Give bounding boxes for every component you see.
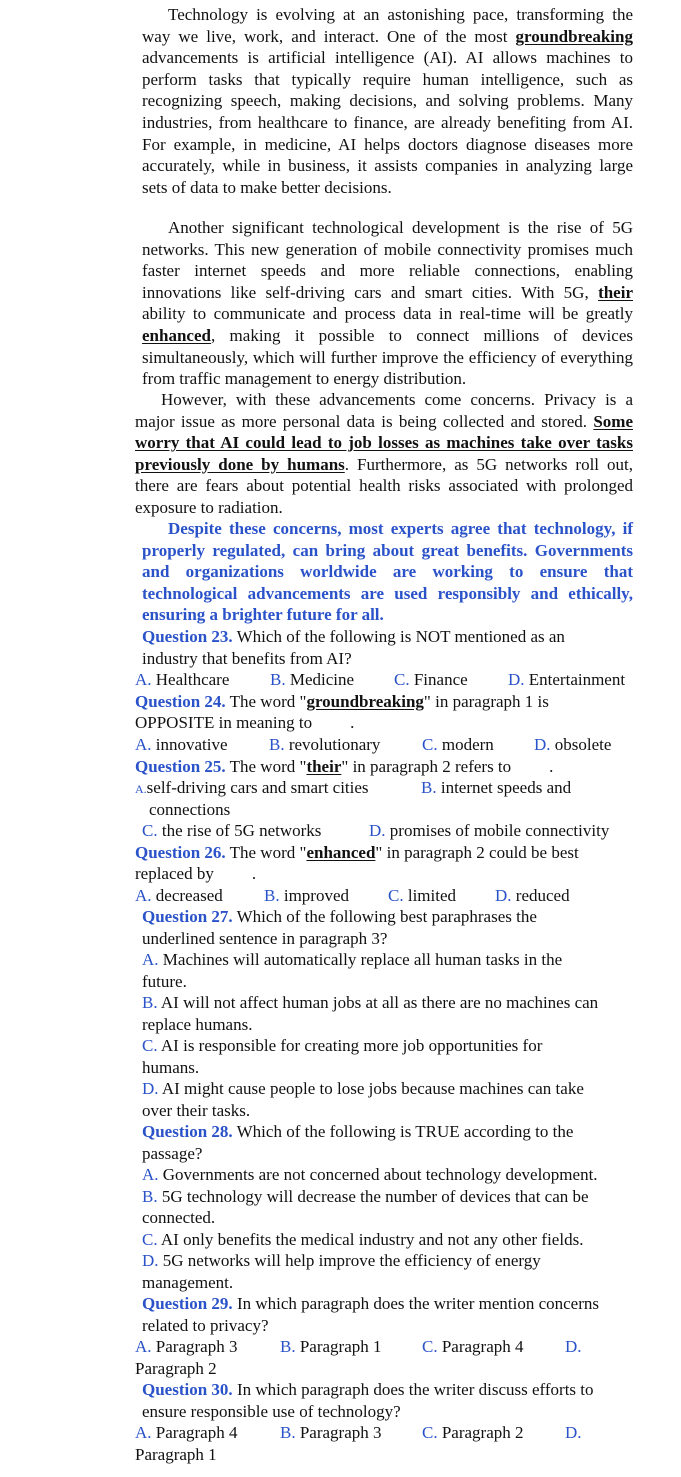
question-26-text-cont: replaced by . [135, 864, 257, 883]
q24-option-c[interactable]: C. modern [422, 735, 494, 754]
q25-option-c[interactable]: C. the rise of 5G networks [142, 821, 322, 840]
q24-option-b[interactable]: B. revolutionary [269, 735, 381, 754]
q25-option-b[interactable]: B. internet speeds and [421, 778, 572, 797]
question-28-label: Question 28. [142, 1122, 233, 1141]
q27-option-a[interactable]: A. Machines will automatically replace all human tasks in the [142, 950, 563, 969]
q28-option-d[interactable]: D. 5G networks will help improve the efficiency of energy [142, 1251, 541, 1270]
q23-option-c[interactable]: C. Finance [394, 670, 468, 689]
q26-option-c[interactable]: C. limited [388, 886, 457, 905]
q29-option-c[interactable]: C. Paragraph 4 [422, 1337, 524, 1356]
question-30-text-cont: ensure responsible use of technology? [142, 1402, 401, 1421]
q27-option-a-cont: future. [142, 972, 187, 991]
paragraph-1-text-b: advancements is artificial intelligence (AI). AI allows machines to perform tasks that typically require human intelligence, such as recognizing speech, making decisions, and solving problems. Many industries, from healthcare to finance, are already benefiting from AI. For example, in medicine, AI helps doctors diagnose diseases more accurately, while in business, it assists companies in analyzing large sets of data to make better decisions. [142, 48, 633, 197]
q27-option-c-cont: humans. [142, 1058, 200, 1077]
q23-option-b[interactable]: B. Medicine [270, 670, 355, 689]
q27-option-b[interactable]: B. AI will not affect human jobs at all as there are no machines can [142, 993, 599, 1012]
q26-option-a[interactable]: A. decreased [135, 886, 223, 905]
paragraph-2 [142, 217, 633, 390]
q25-option-d[interactable]: D. promises of mobile connectivity [369, 821, 610, 840]
q30-option-d-cont: Paragraph 1 [135, 1445, 217, 1464]
question-24: Question 24. The word "groundbreaking" in paragraph 1 is [135, 692, 549, 711]
paragraph-2-text-a: Another significant technological development is the rise of 5G networks. This new generation of mobile connectivity promises much faster internet speeds and more reliable connections, enabling innovations like self-driving cars and smart cities. With 5G, [142, 218, 633, 302]
question-24-text-cont: OPPOSITE in meaning to . [135, 713, 355, 732]
q27-option-c[interactable]: C. AI is responsible for creating more job opportunities for [142, 1036, 543, 1055]
q30-option-d[interactable]: D. [565, 1423, 582, 1442]
q26-option-d[interactable]: D. reduced [495, 886, 570, 905]
paragraph-3 [135, 389, 633, 519]
question-26-label: Question 26. [135, 843, 226, 862]
question-24-label: Question 24. [135, 692, 226, 711]
question-23-label: Question 23. [142, 627, 233, 646]
question-23-text-cont: industry that benefits from AI? [142, 649, 352, 668]
word-enhanced: enhanced [142, 325, 211, 345]
q24-option-a[interactable]: A. innovative [135, 735, 228, 754]
q27-option-d-cont: over their tasks. [142, 1101, 251, 1120]
question-23 [142, 626, 565, 648]
paragraph-3-text-a: However, with these advancements come concerns. Privacy is a major issue as more personal data is being collected and stored. [135, 390, 633, 431]
q25-option-b-cont: connections [149, 800, 231, 819]
paragraph-1-text-a: Technology is evolving at an astonishing pace, transforming the way we live, work, and interact. One of the most [142, 5, 633, 46]
question-26: Question 26. The word "enhanced" in paragraph 2 could be best [135, 843, 579, 862]
question-27-text-cont: underlined sentence in paragraph 3? [142, 929, 388, 948]
q28-option-b-cont: connected. [142, 1208, 216, 1227]
question-27: Question 27. Which of the following best paraphrases the [142, 907, 537, 926]
q29-option-d[interactable]: D. [565, 1337, 582, 1356]
q28-option-d-cont: management. [142, 1273, 234, 1292]
question-29-label: Question 29. [142, 1294, 233, 1313]
q30-option-b[interactable]: B. Paragraph 3 [280, 1423, 382, 1442]
paragraph-4: Despite these concerns, most experts agree that technology, if properly regulated, can bring about great benefits. Governments and organizations worldwide are working to ensure that technological advancements are used responsibly and ethically, ensuring a brighter future for all. [142, 519, 633, 625]
question-29: Question 29. In which paragraph does the writer mention concerns [142, 1294, 600, 1313]
q28-option-c[interactable]: C. AI only benefits the medical industry and not any other fields. [142, 1230, 584, 1249]
question-28-text-cont: passage? [142, 1144, 203, 1163]
q30-option-a[interactable]: A. Paragraph 4 [135, 1423, 238, 1442]
question-27-label: Question 27. [142, 907, 233, 926]
word-their: their [598, 282, 633, 302]
q27-option-b-cont: replace humans. [142, 1015, 253, 1034]
question-30-label: Question 30. [142, 1380, 233, 1399]
q29-option-d-cont: Paragraph 2 [135, 1359, 217, 1378]
q29-option-a[interactable]: A. Paragraph 3 [135, 1337, 238, 1356]
paragraph-3-text-b: . Furthermore, as 5G networks roll out, there are fears about potential health risks associated with prolonged exposure to radiation. [135, 454, 633, 517]
paragraph-2-text-c: , making it possible to connect millions of devices simultaneously, which will further improve the efficiency of everything from traffic management to energy distribution. [142, 325, 633, 389]
q30-option-c[interactable]: C. Paragraph 2 [422, 1423, 524, 1442]
question-28: Question 28. Which of the following is TRUE according to the [142, 1122, 574, 1141]
q27-option-d[interactable]: D. AI might cause people to lose jobs because machines can take [142, 1079, 584, 1098]
q28-option-a[interactable]: A. Governments are not concerned about technology development. [142, 1165, 598, 1184]
question-25: Question 25. The word "their" in paragraph 2 refers to . [135, 757, 554, 776]
q25-option-a[interactable]: A.self-driving cars and smart cities [135, 778, 369, 797]
question-25-label: Question 25. [135, 757, 226, 776]
underlined-sentence: Some worry that AI could lead to job losses as machines take over tasks previously done by humans [135, 411, 633, 474]
q23-option-a[interactable]: A. Healthcare [135, 670, 230, 689]
paragraph-1 [142, 4, 633, 198]
q24-option-d[interactable]: D. obsolete [534, 735, 612, 754]
question-29-text-cont: related to privacy? [142, 1316, 269, 1335]
question-23-text: Which of the following is NOT mentioned as an [232, 627, 565, 646]
question-30: Question 30. In which paragraph does the writer discuss efforts to [142, 1380, 594, 1399]
q23-option-d[interactable]: D. Entertainment [508, 670, 626, 689]
word-groundbreaking: groundbreaking [515, 26, 633, 46]
q26-option-b[interactable]: B. improved [264, 886, 349, 905]
q29-option-b[interactable]: B. Paragraph 1 [280, 1337, 382, 1356]
paragraph-2-text-b: ability to communicate and process data in real-time will be greatly [142, 304, 633, 324]
q28-option-b[interactable]: B. 5G technology will decrease the number of devices that can be [142, 1187, 589, 1206]
